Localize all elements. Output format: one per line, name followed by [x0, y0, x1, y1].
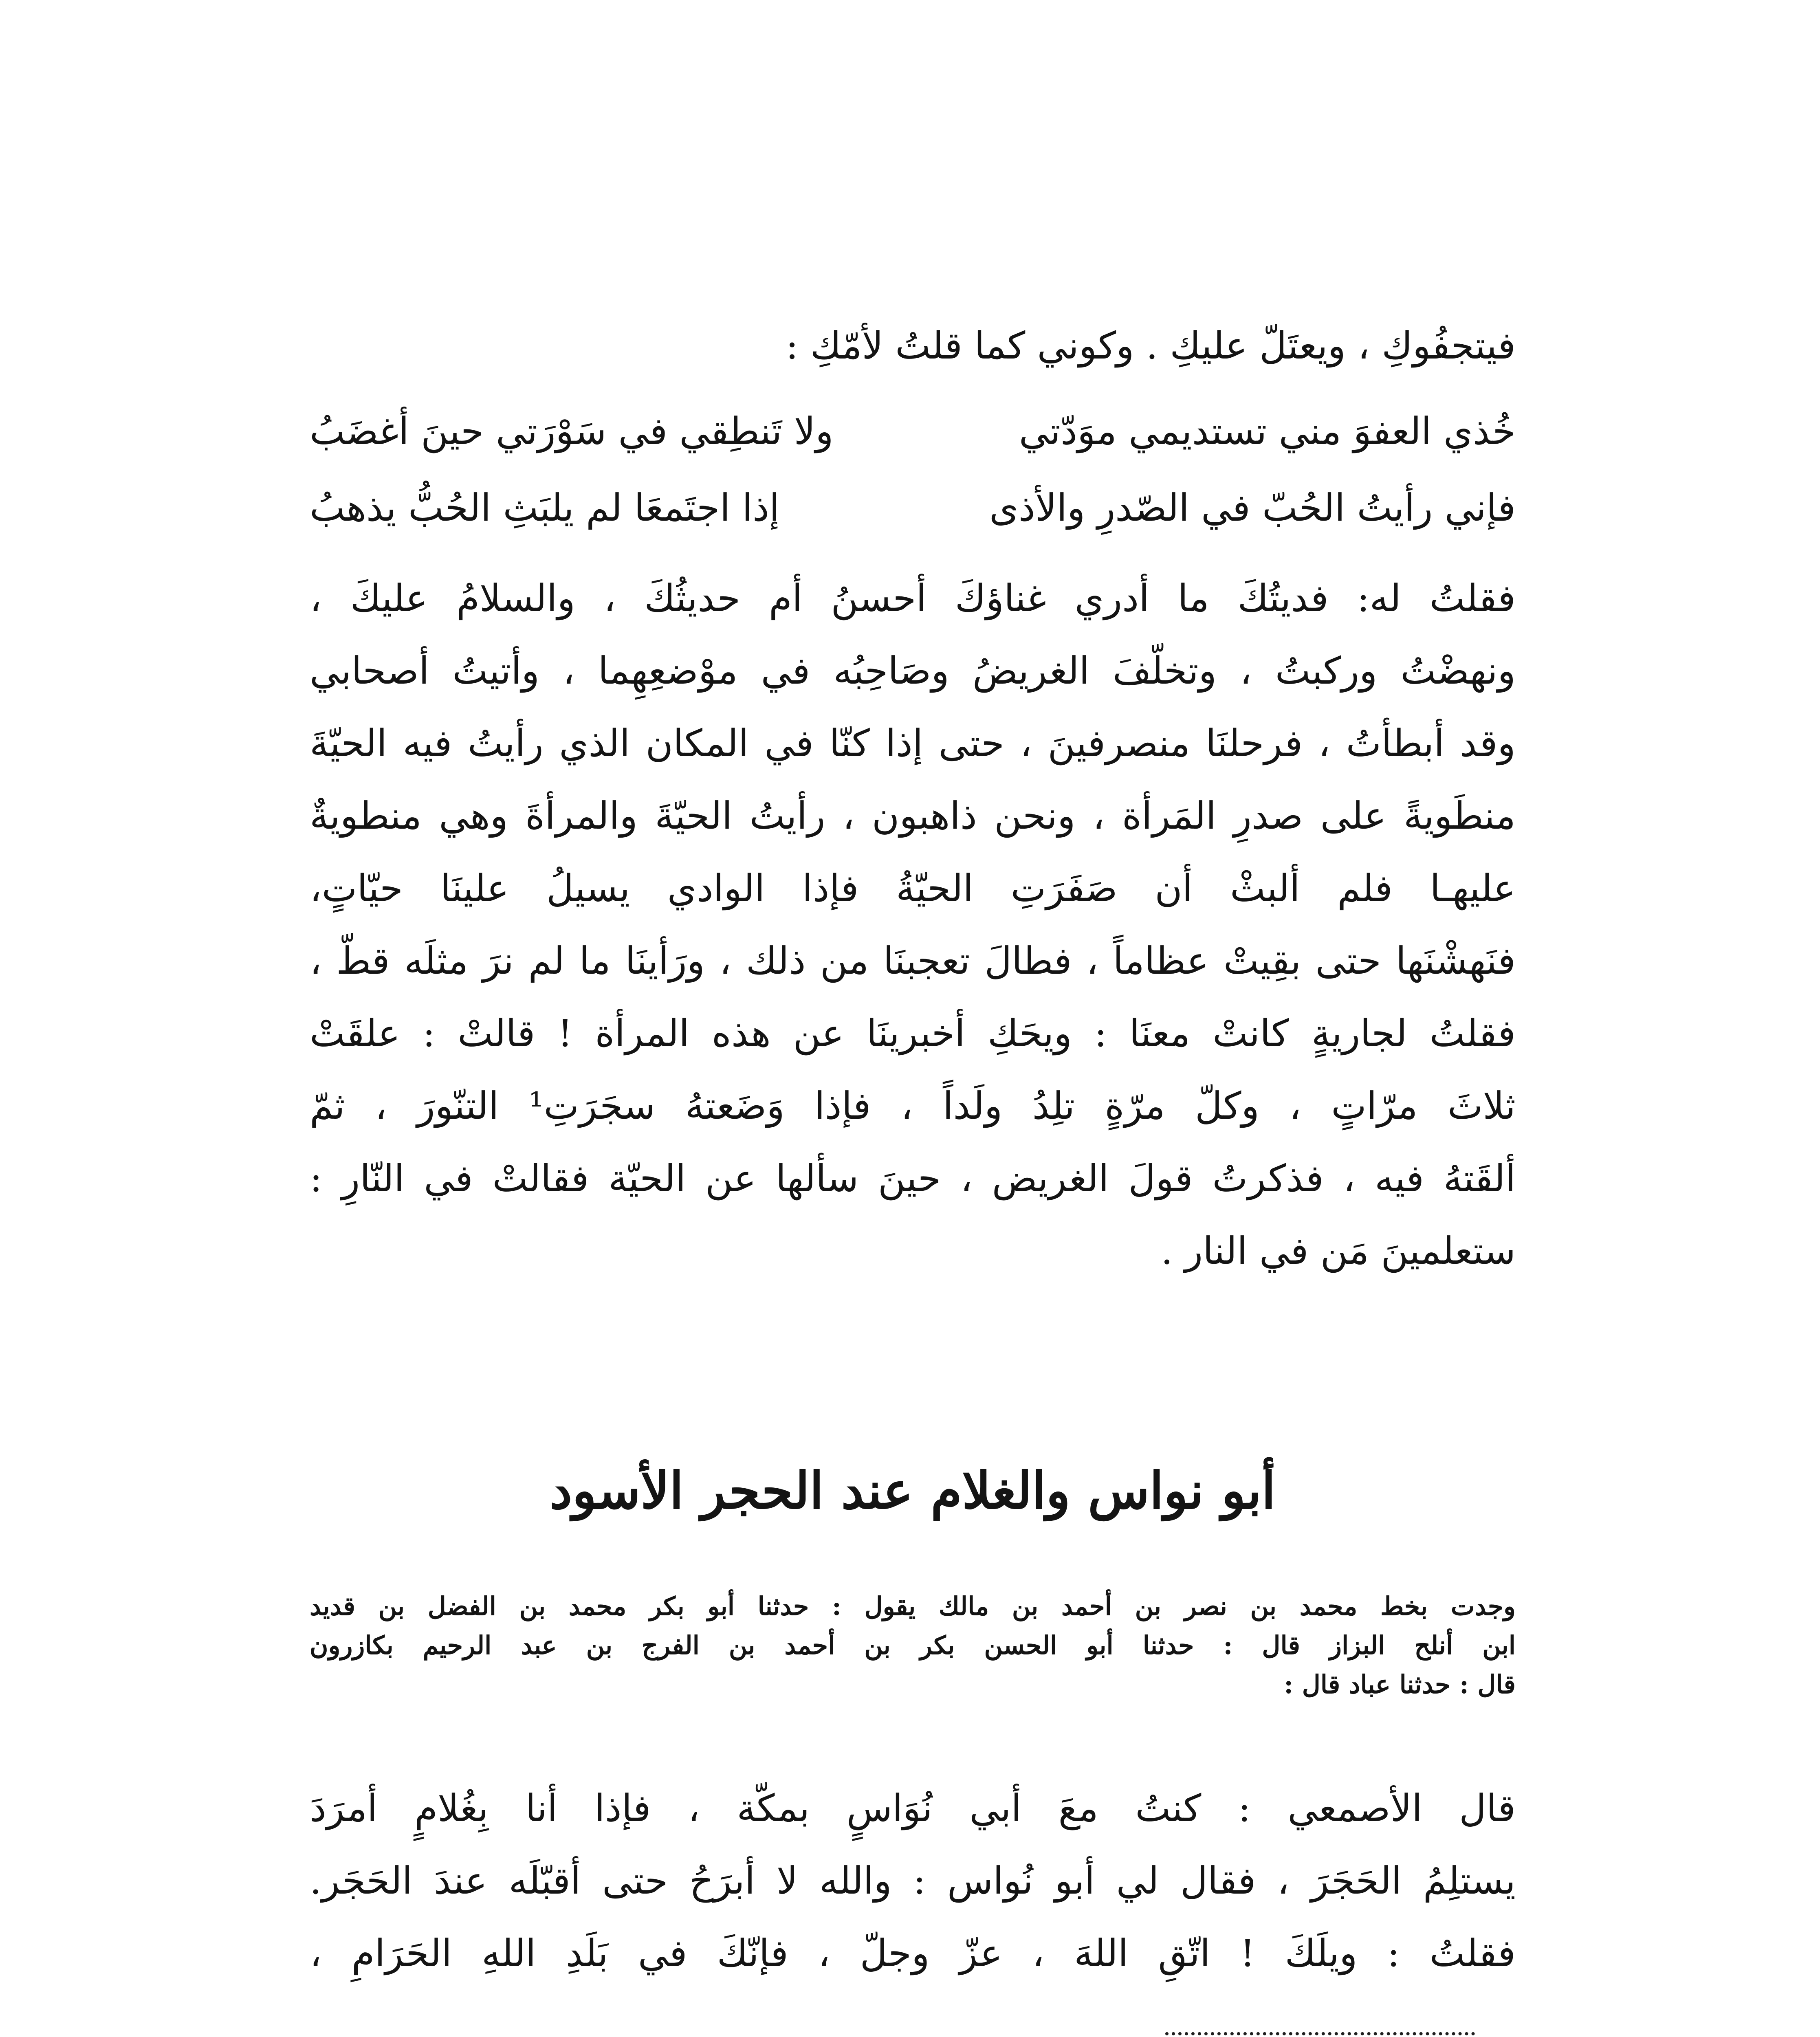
isnad-chain — [310, 1587, 1516, 1704]
text-line: فقلتُ لجاريةٍ كانتْ معنَا : ويحَكِ أخبرينَا عن هذه المرأة ! قالتْ : علقَتْ — [310, 1012, 1516, 1055]
text-line: منطَويةً على صدرِ المَرأة ، ونحن ذاهبون ، رأيتُ الحيّةَ والمرأةَ وهي منطويةٌ — [310, 794, 1516, 838]
verse-first-hemistich: خُذي العفوَ مني تستديمي موَدّتي — [1019, 409, 1516, 453]
verse-line — [310, 470, 1516, 546]
section-title: أبو نواس والغلام عند الحجر الأسود — [550, 1461, 1276, 1520]
chain-line: وجدت بخط محمد بن نصر بن أحمد بن مالك يقول : حدثنا أبو بكر محمد بن الفضل بن قديد — [310, 1591, 1516, 1621]
chain-line: ابن أنلح البزاز قال : حدثنا أبو الحسن بكر بن أحمد بن الفرج بن عبد الرحيم بكازرون — [310, 1630, 1516, 1660]
text-line: فيتجفُوكِ ، ويعتَلّ عليكِ . وكوني كما قلتُ لأمّكِ : — [786, 324, 1516, 367]
story-paragraph — [310, 562, 1516, 1287]
text-line: يستلِمُ الحَجَرَ ، فقال لي أبو نُواس : والله لا أبرَحُ حتى أقبّلَه عندَ الحَجَر. — [310, 1859, 1516, 1903]
footnote-divider — [1165, 2032, 1475, 2035]
story-paragraph — [310, 1772, 1516, 1990]
text-line: ستعلمينَ مَن في النار . — [1161, 1229, 1516, 1273]
poem-verses — [310, 393, 1516, 546]
text-line: ألقَتهُ فيه ، فذكرتُ قولَ الغريض ، حينَ سألها عن الحيّة فقالتْ في النّارِ : — [310, 1157, 1516, 1200]
text-line: فقلتُ له: فديتُكَ ما أدري غناؤكَ أحسنُ أم حديثُكَ ، والسلامُ عليكَ ، — [310, 576, 1516, 620]
text-line: عليهـا فلم ألبثْ أن صَفَرَتِ الحيّةُ فإذا الوادي يسيلُ علينَا حيّاتٍ، — [310, 867, 1516, 910]
text-line: قال الأصمعي : كنتُ معَ أبي نُوَاسٍ بمكّة ، فإذا أنا بِغُلامٍ أمرَدَ — [310, 1786, 1516, 1830]
verse-second-hemistich: إذا اجتَمعَا لم يلبَثِ الحُبُّ يذهبُ — [310, 486, 780, 530]
text-line: ونهضْتُ وركبتُ ، وتخلّفَ الغريضُ وصَاحِبُه في موْضعِهِما ، وأتيتُ أصحابي — [310, 649, 1516, 693]
text-line: وقد أبطأتُ ، فرحلنَا منصرفينَ ، حتى إذا كنّا في المكان الذي رأيتُ فيه الحيّةَ — [310, 722, 1516, 765]
text-line: ثلاثَ مرّاتٍ ، وكلّ مرّةٍ تلِدُ ولَداً ، فإذا وَضَعتهُ سجَرَتِ¹ التنّورَ ، ثمّ — [310, 1084, 1516, 1128]
verse-first-hemistich: فإني رأيتُ الحُبّ في الصّدرِ والأذى — [989, 486, 1516, 530]
text-line: فنَهشْنَها حتى بقِيتْ عظاماً ، فطالَ تعجبنَا من ذلك ، ورَأينَا ما لم نرَ مثلَه قطّ ، — [310, 939, 1516, 983]
intro-line — [310, 310, 1516, 382]
chain-line: قال : حدثنا عباد قال : — [1284, 1670, 1516, 1699]
verse-line — [310, 393, 1516, 470]
verse-second-hemistich: ولا تَنطِقي في سَوْرَتي حينَ أغضَبُ — [310, 409, 834, 453]
text-line: فقلتُ : ويلَكَ ! اتّقِ اللهَ ، عزّ وجلّ ، فإنّكَ في بَلَدِ اللهِ الحَرَامِ ، — [310, 1931, 1516, 1975]
